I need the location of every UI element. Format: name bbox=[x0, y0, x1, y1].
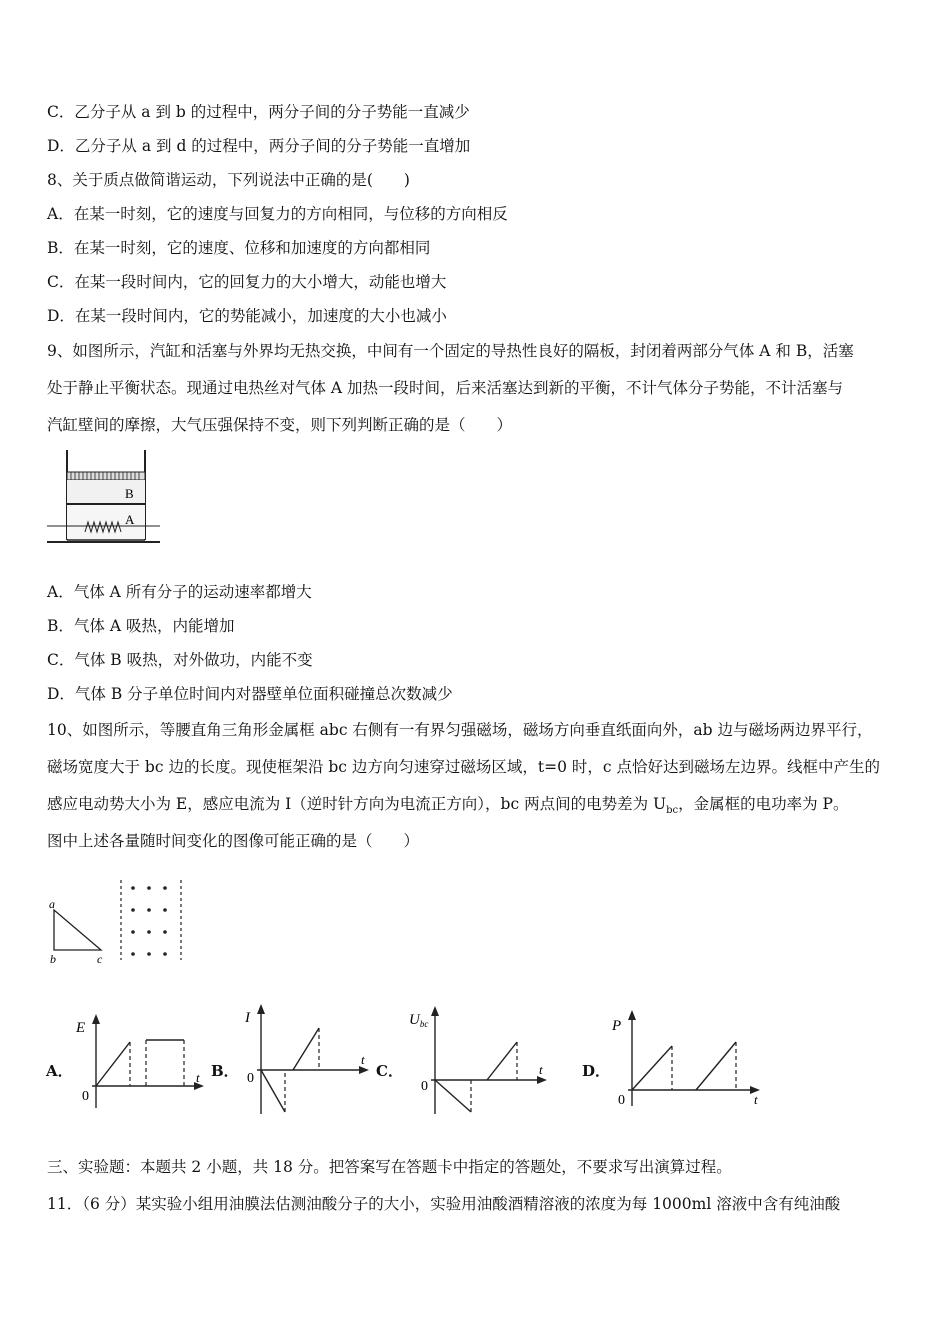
q7-option-d: D．乙分子从 a 到 d 的过程中，两分子间的分子势能一直增加 bbox=[47, 137, 471, 155]
q9-stem-line2: 处于静止平衡状态。现通过电热丝对气体 A 加热一段时间，后来活塞达到新的平衡，不计气体分子势能，不计活塞与 bbox=[47, 379, 844, 397]
q9-stem-line1: 9、如图所示，汽缸和活塞与外界均无热交换，中间有一个固定的导热性良好的隔板，封闭着两部分气体 A 和 B，活塞 bbox=[47, 342, 854, 360]
q9-option-a: A．气体 A 所有分子的运动速率都增大 bbox=[47, 583, 312, 601]
vertex-a-label: a bbox=[49, 897, 55, 911]
q9-stem-line3: 汽缸壁间的摩擦，大气压强保持不变，则下列判断正确的是（ ） bbox=[47, 416, 513, 434]
q8-stem: 8、关于质点做简谐运动，下列说法中正确的是( ) bbox=[47, 171, 410, 189]
q7-option-c: C．乙分子从 a 到 b 的过程中，两分子间的分子势能一直减少 bbox=[47, 103, 470, 121]
option-c-origin: 0 bbox=[421, 1079, 428, 1094]
option-a-graph bbox=[72, 1012, 212, 1112]
option-d-y-label: P bbox=[612, 1018, 622, 1034]
frame-and-field-figure bbox=[45, 876, 195, 968]
q11-stem: 11．（6 分）某实验小组用油膜法估测油酸分子的大小，实验用油酸酒精溶液的浓度为每 1000ml 溶液中含有纯油酸 bbox=[47, 1195, 841, 1213]
option-a-origin: 0 bbox=[82, 1089, 89, 1104]
q9-option-c: C．气体 B 吸热，对外做功，内能不变 bbox=[47, 651, 313, 669]
option-c-y-main: U bbox=[409, 1012, 420, 1028]
q10-stem-line3-text: 感应电动势大小为 E，感应电流为 I（逆时针方向为电流正方向），bc 两点间的电势差为 U bbox=[47, 795, 667, 813]
option-d-x-label: t bbox=[754, 1092, 758, 1107]
vertex-b-label: b bbox=[50, 952, 56, 966]
option-a-letter: A． bbox=[46, 1062, 73, 1080]
gas-a-label: A bbox=[125, 512, 135, 527]
option-b-y-label: I bbox=[245, 1010, 250, 1026]
gas-b-label: B bbox=[125, 486, 134, 501]
option-d-origin: 0 bbox=[618, 1093, 625, 1108]
q10-stem-line4: 图中上述各量随时间变化的图像可能正确的是（ ） bbox=[47, 832, 420, 850]
option-b-graph bbox=[237, 1000, 377, 1118]
q9-option-b: B．气体 A 吸热，内能增加 bbox=[47, 617, 235, 635]
option-c-graph bbox=[405, 1002, 555, 1118]
q8-option-d: D．在某一段时间内，它的势能减小，加速度的大小也减小 bbox=[47, 307, 447, 325]
section3-heading: 三、实验题：本题共 2 小题，共 18 分。把答案写在答题卡中指定的答题处，不要求写出演算过程。 bbox=[47, 1158, 732, 1176]
option-c-letter: C． bbox=[376, 1062, 403, 1080]
option-c-x-label: t bbox=[539, 1062, 543, 1077]
q8-option-c: C．在某一段时间内，它的回复力的大小增大，动能也增大 bbox=[47, 273, 447, 291]
vertex-c-label: c bbox=[97, 952, 103, 966]
ubc-subscript: bc bbox=[666, 805, 679, 817]
q9-option-d: D．气体 B 分子单位时间内对器壁单位面积碰撞总次数减少 bbox=[47, 685, 453, 703]
q8-option-a: A．在某一时刻，它的速度与回复力的方向相同，与位移的方向相反 bbox=[47, 205, 508, 223]
option-b-origin: 0 bbox=[247, 1071, 254, 1086]
option-d-graph bbox=[610, 1006, 770, 1110]
option-b-letter: B． bbox=[211, 1062, 239, 1080]
option-a-y-label: E bbox=[76, 1020, 86, 1036]
q10-stem-line3 bbox=[47, 794, 848, 821]
cylinder-figure bbox=[45, 446, 160, 550]
option-a-x-label: t bbox=[196, 1070, 200, 1085]
option-c-y-label bbox=[409, 1012, 428, 1029]
option-c-y-sub: bc bbox=[419, 1019, 429, 1029]
q10-stem-line2: 磁场宽度大于 bc 边的长度。现使框架沿 bc 边方向匀速穿过磁场区域，t=0 时，c 点恰好达到磁场左边界。线框中产生的 bbox=[47, 758, 881, 776]
option-d-letter: D． bbox=[582, 1062, 611, 1080]
q8-option-b: B．在某一时刻，它的速度、位移和加速度的方向都相同 bbox=[47, 239, 431, 257]
q10-stem-line3-tail: ，金属框的电功率为 P。 bbox=[678, 795, 849, 813]
q10-stem-line1: 10、如图所示，等腰直角三角形金属框 abc 右侧有一有界匀强磁场，磁场方向垂直纸面向外，ab 边与磁场两边界平行， bbox=[47, 721, 873, 739]
option-b-x-label: t bbox=[361, 1052, 365, 1067]
